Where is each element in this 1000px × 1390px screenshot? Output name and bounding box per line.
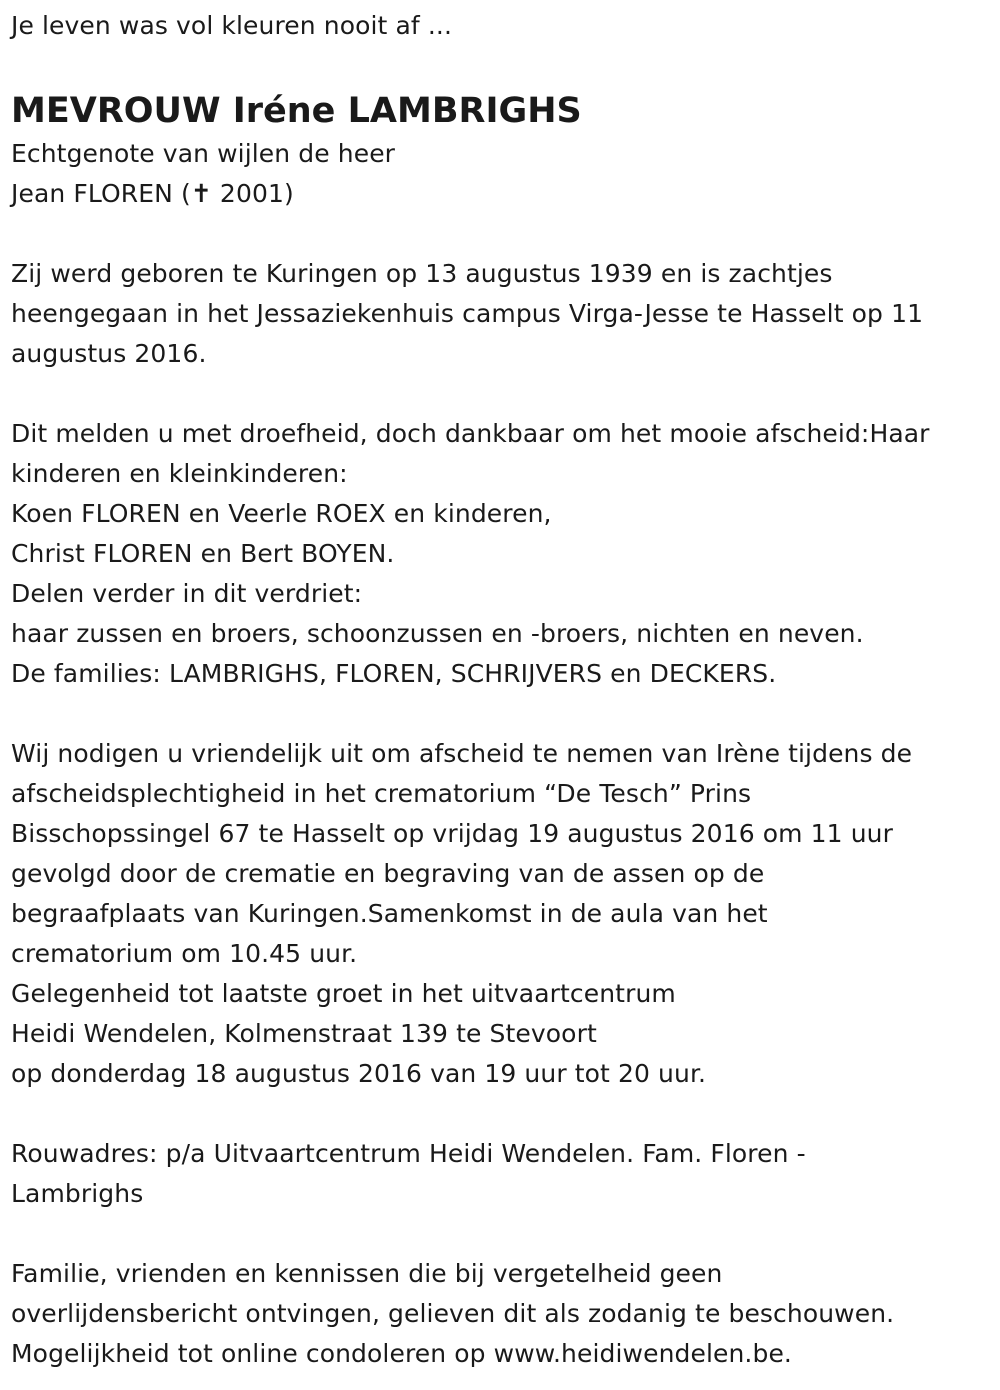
paragraph-line: begraafplaats van Kuringen.Samenkomst in de aula van het [11, 899, 768, 928]
death-notice [11, 0, 991, 1374]
paragraph-line: Dit melden u met droefheid, doch dankbaar om het mooie afscheid:Haar [11, 419, 930, 448]
spacer [11, 694, 991, 734]
paragraph-line: Christ FLOREN en Bert BOYEN. [11, 539, 395, 568]
paragraph-line: heengegaan in het Jessaziekenhuis campus Virga-Jesse te Hasselt op 11 [11, 299, 924, 328]
paragraph-line: Lambrighs [11, 1179, 144, 1208]
family-paragraph [11, 414, 991, 694]
ceremony-paragraph [11, 734, 991, 1094]
paragraph-line: augustus 2016. [11, 339, 207, 368]
paragraph-line: haar zussen en broers, schoonzussen en -broers, nichten en neven. [11, 619, 864, 648]
paragraph-line: Familie, vrienden en kennissen die bij vergetelheid geen [11, 1259, 723, 1288]
spouse-line: Echtgenote van wijlen de heer [11, 139, 396, 168]
spacer [11, 214, 991, 254]
paragraph-line: Wij nodigen u vriendelijk uit om afscheid te nemen van Irène tijdens de [11, 739, 913, 768]
spouse-section [11, 134, 991, 214]
paragraph-line: Delen verder in dit verdriet: [11, 579, 363, 608]
closing-paragraph [11, 1254, 991, 1374]
paragraph-line: Gelegenheid tot laatste groet in het uitvaartcentrum [11, 979, 676, 1008]
cross-icon: ✝ [190, 179, 212, 208]
address-paragraph [11, 1134, 991, 1214]
spouse-death-year: 2001) [211, 179, 294, 208]
paragraph-line: crematorium om 10.45 uur. [11, 939, 358, 968]
paragraph-line: De families: LAMBRIGHS, FLOREN, SCHRIJVERS en DECKERS. [11, 659, 777, 688]
paragraph-line: afscheidsplechtigheid in het crematorium “De Tesch” Prins [11, 779, 752, 808]
spouse-name-line [11, 174, 991, 214]
birth-paragraph [11, 254, 991, 374]
paragraph-line: Rouwadres: p/a Uitvaartcentrum Heidi Wendelen. Fam. Floren - [11, 1139, 806, 1168]
paragraph-line: Bisschopssingel 67 te Hasselt op vrijdag 19 augustus 2016 om 11 uur [11, 819, 893, 848]
paragraph-line: Heidi Wendelen, Kolmenstraat 139 te Stevoort [11, 1019, 597, 1048]
intro-text: Je leven was vol kleuren nooit af ... [11, 11, 453, 40]
paragraph-line: kinderen en kleinkinderen: [11, 459, 348, 488]
paragraph-line: overlijdensbericht ontvingen, gelieven dit als zodanig te beschouwen. [11, 1299, 895, 1328]
paragraph-line: Mogelijkheid tot online condoleren op www.heidiwendelen.be. [11, 1339, 792, 1368]
paragraph-line: gevolgd door de crematie en begraving van de assen op de [11, 859, 765, 888]
spacer [11, 374, 991, 414]
deceased-name: MEVROUW Iréne LAMBRIGHS [11, 91, 582, 131]
paragraph-line: op donderdag 18 augustus 2016 van 19 uur tot 20 uur. [11, 1059, 707, 1088]
paragraph-line: Zij werd geboren te Kuringen op 13 augustus 1939 en is zachtjes [11, 259, 833, 288]
paragraph-line: Koen FLOREN en Veerle ROEX en kinderen, [11, 499, 552, 528]
spacer [11, 1214, 991, 1254]
spacer [11, 1094, 991, 1134]
spouse-name: Jean FLOREN ( [11, 179, 191, 208]
